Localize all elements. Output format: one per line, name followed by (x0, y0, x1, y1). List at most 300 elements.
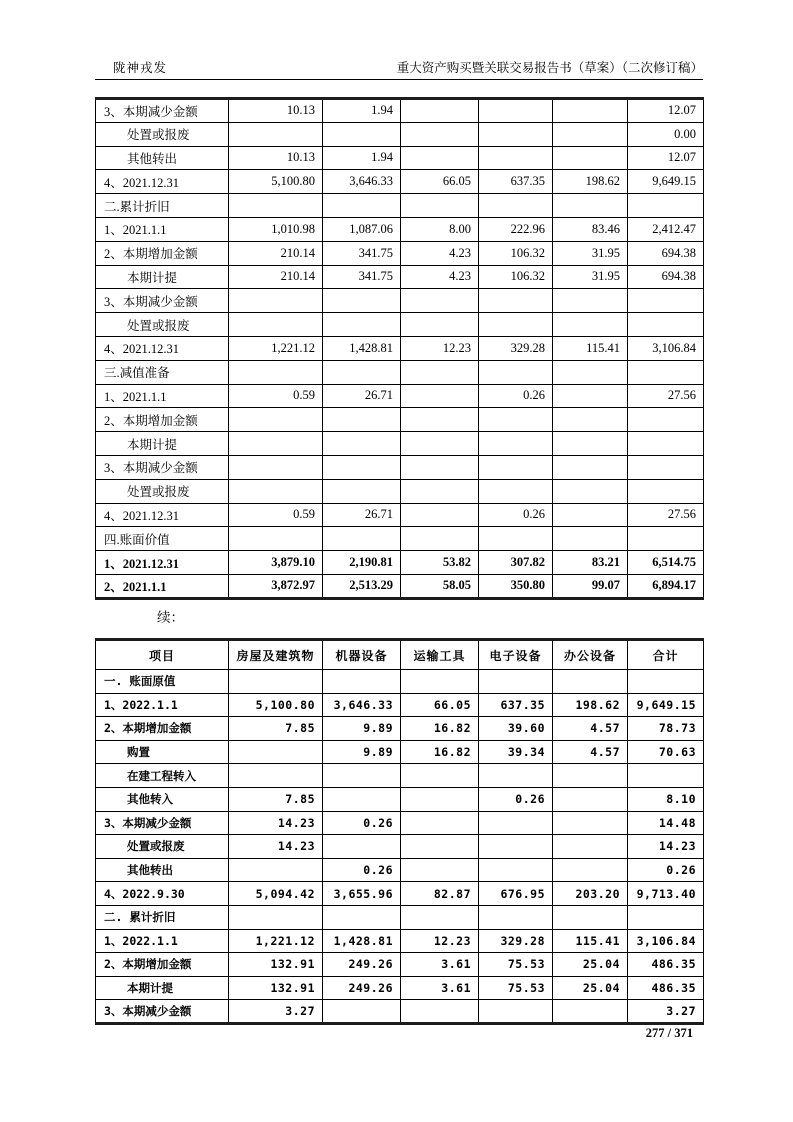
value-cell: 12.23 (401, 929, 479, 953)
value-cell (553, 360, 628, 384)
row-label: 3、本期减少金额 (96, 289, 229, 313)
value-cell: 58.05 (401, 574, 479, 598)
value-cell: 0.26 (628, 858, 704, 882)
value-cell: 4.23 (401, 265, 479, 289)
value-cell: 115.41 (553, 929, 628, 953)
value-cell (229, 764, 323, 788)
row-label: 2、本期增加金额 (96, 953, 229, 977)
value-cell (553, 289, 628, 313)
value-cell: 1.94 (323, 146, 401, 170)
row-label: 其他转入 (96, 787, 229, 811)
value-cell (553, 99, 628, 123)
row-label: 4、2021.12.31 (96, 170, 229, 194)
row-label: 2、本期增加金额 (96, 408, 229, 432)
value-cell: 7.85 (229, 787, 323, 811)
value-cell: 0.59 (229, 384, 323, 408)
value-cell: 132.91 (229, 976, 323, 1000)
value-cell (553, 787, 628, 811)
value-cell (229, 527, 323, 551)
column-header: 办公设备 (553, 640, 628, 670)
value-cell (553, 313, 628, 337)
table-row (96, 194, 704, 218)
table2-head (96, 640, 704, 670)
value-cell: 8.00 (401, 217, 479, 241)
table1-body (96, 99, 704, 599)
value-cell (323, 764, 401, 788)
value-cell (479, 1000, 553, 1024)
table-row (96, 1000, 704, 1024)
table-row (96, 384, 704, 408)
row-label: 1、2021.1.1 (96, 217, 229, 241)
value-cell (479, 858, 553, 882)
column-header: 项目 (96, 640, 229, 670)
row-label: 4、2021.12.31 (96, 336, 229, 360)
value-cell (479, 289, 553, 313)
value-cell: 9,713.40 (628, 882, 704, 906)
row-label: 2、本期增加金额 (96, 241, 229, 265)
value-cell (479, 905, 553, 929)
value-cell: 1,087.06 (323, 217, 401, 241)
value-cell: 27.56 (628, 503, 704, 527)
value-cell: 7.85 (229, 717, 323, 741)
column-header: 合计 (628, 640, 704, 670)
value-cell (229, 360, 323, 384)
row-label: 二.累计折旧 (96, 194, 229, 218)
value-cell (401, 905, 479, 929)
value-cell: 5,094.42 (229, 882, 323, 906)
value-cell: 198.62 (553, 170, 628, 194)
table-row (96, 170, 704, 194)
value-cell (401, 122, 479, 146)
value-cell (401, 194, 479, 218)
row-label: 3、本期减少金额 (96, 811, 229, 835)
table-row (96, 336, 704, 360)
value-cell: 0.26 (323, 811, 401, 835)
value-cell: 26.71 (323, 384, 401, 408)
value-cell: 203.20 (553, 882, 628, 906)
value-cell: 486.35 (628, 953, 704, 977)
value-cell (479, 479, 553, 503)
value-cell: 39.34 (479, 740, 553, 764)
value-cell: 10.13 (229, 146, 323, 170)
value-cell: 14.23 (229, 811, 323, 835)
value-cell (401, 858, 479, 882)
value-cell (401, 432, 479, 456)
value-cell (323, 122, 401, 146)
value-cell (628, 527, 704, 551)
value-cell: 66.05 (401, 693, 479, 717)
value-cell (628, 479, 704, 503)
row-label: 购置 (96, 740, 229, 764)
value-cell: 27.56 (628, 384, 704, 408)
value-cell: 1,010.98 (229, 217, 323, 241)
value-cell (553, 194, 628, 218)
row-label: 本期计提 (96, 976, 229, 1000)
row-label: 3、本期减少金额 (96, 455, 229, 479)
value-cell: 9.89 (323, 740, 401, 764)
value-cell: 8.10 (628, 787, 704, 811)
value-cell (553, 122, 628, 146)
table-row (96, 146, 704, 170)
table-row (96, 265, 704, 289)
value-cell (229, 479, 323, 503)
value-cell (479, 194, 553, 218)
value-cell (401, 408, 479, 432)
value-cell (323, 408, 401, 432)
header-report-title: 重大资产购买暨关联交易报告书（草案）（二次修订稿） (396, 61, 703, 75)
value-cell (553, 432, 628, 456)
value-cell (553, 905, 628, 929)
value-cell (401, 384, 479, 408)
table-row (96, 693, 704, 717)
fixed-assets-table-2021 (95, 97, 704, 600)
value-cell (479, 146, 553, 170)
value-cell (323, 479, 401, 503)
table-row (96, 976, 704, 1000)
value-cell: 75.53 (479, 976, 553, 1000)
value-cell: 3.27 (229, 1000, 323, 1024)
value-cell (229, 194, 323, 218)
table-row (96, 455, 704, 479)
table-row (96, 882, 704, 906)
value-cell: 676.95 (479, 882, 553, 906)
table-row (96, 122, 704, 146)
row-label: 一. 账面原值 (96, 670, 229, 694)
value-cell: 249.26 (323, 953, 401, 977)
value-cell: 486.35 (628, 976, 704, 1000)
value-cell: 210.14 (229, 265, 323, 289)
value-cell: 78.73 (628, 717, 704, 741)
value-cell (479, 432, 553, 456)
value-cell (229, 432, 323, 456)
table-header-row (96, 640, 704, 670)
row-label: 处置或报废 (96, 479, 229, 503)
row-label: 1、2021.1.1 (96, 384, 229, 408)
value-cell (323, 360, 401, 384)
value-cell: 341.75 (323, 265, 401, 289)
row-label: 1、2022.1.1 (96, 929, 229, 953)
value-cell: 0.26 (323, 858, 401, 882)
value-cell (401, 455, 479, 479)
value-cell: 14.23 (628, 835, 704, 859)
value-cell (401, 670, 479, 694)
value-cell: 132.91 (229, 953, 323, 977)
value-cell (628, 408, 704, 432)
value-cell (479, 360, 553, 384)
table-row (96, 858, 704, 882)
value-cell: 4.57 (553, 717, 628, 741)
value-cell (479, 670, 553, 694)
value-cell: 106.32 (479, 241, 553, 265)
value-cell (401, 527, 479, 551)
value-cell: 3,646.33 (323, 693, 401, 717)
table-row (96, 551, 704, 575)
value-cell: 222.96 (479, 217, 553, 241)
value-cell: 31.95 (553, 265, 628, 289)
value-cell: 9.89 (323, 717, 401, 741)
table-row (96, 574, 704, 598)
value-cell: 12.07 (628, 99, 704, 123)
value-cell (628, 194, 704, 218)
value-cell: 637.35 (479, 170, 553, 194)
value-cell (323, 670, 401, 694)
value-cell: 9,649.15 (628, 693, 704, 717)
value-cell (479, 835, 553, 859)
value-cell: 53.82 (401, 551, 479, 575)
table-row (96, 929, 704, 953)
value-cell: 6,894.17 (628, 574, 704, 598)
value-cell (628, 289, 704, 313)
value-cell (401, 313, 479, 337)
value-cell: 3,646.33 (323, 170, 401, 194)
value-cell (479, 99, 553, 123)
value-cell: 198.62 (553, 693, 628, 717)
value-cell (479, 527, 553, 551)
value-cell: 26.71 (323, 503, 401, 527)
row-label: 本期计提 (96, 265, 229, 289)
value-cell (628, 313, 704, 337)
table2-body (96, 670, 704, 1024)
value-cell: 210.14 (229, 241, 323, 265)
value-cell (229, 455, 323, 479)
row-label: 其他转出 (96, 146, 229, 170)
table-row (96, 479, 704, 503)
row-label: 三.减值准备 (96, 360, 229, 384)
value-cell (323, 905, 401, 929)
value-cell (553, 384, 628, 408)
value-cell: 5,100.80 (229, 170, 323, 194)
value-cell (553, 811, 628, 835)
value-cell: 1.94 (323, 99, 401, 123)
table-row (96, 905, 704, 929)
value-cell: 249.26 (323, 976, 401, 1000)
value-cell (553, 455, 628, 479)
row-label: 3、本期减少金额 (96, 99, 229, 123)
value-cell (628, 360, 704, 384)
value-cell: 350.80 (479, 574, 553, 598)
table-row (96, 527, 704, 551)
value-cell (401, 146, 479, 170)
value-cell: 106.32 (479, 265, 553, 289)
value-cell: 3.61 (401, 976, 479, 1000)
value-cell: 16.82 (401, 717, 479, 741)
row-label: 1、2022.1.1 (96, 693, 229, 717)
value-cell (323, 455, 401, 479)
value-cell (628, 670, 704, 694)
value-cell (401, 289, 479, 313)
value-cell: 3,879.10 (229, 551, 323, 575)
value-cell: 9,649.15 (628, 170, 704, 194)
table-row (96, 670, 704, 694)
table-row (96, 432, 704, 456)
value-cell: 3.61 (401, 953, 479, 977)
value-cell (229, 122, 323, 146)
value-cell (553, 479, 628, 503)
table-row (96, 313, 704, 337)
value-cell: 6,514.75 (628, 551, 704, 575)
value-cell (229, 289, 323, 313)
value-cell: 5,100.80 (229, 693, 323, 717)
value-cell (553, 527, 628, 551)
value-cell (479, 313, 553, 337)
fixed-assets-table-2022 (95, 638, 704, 1025)
value-cell: 14.48 (628, 811, 704, 835)
value-cell (323, 194, 401, 218)
value-cell (628, 455, 704, 479)
value-cell: 70.63 (628, 740, 704, 764)
value-cell: 0.00 (628, 122, 704, 146)
value-cell: 2,190.81 (323, 551, 401, 575)
value-cell: 694.38 (628, 241, 704, 265)
value-cell (229, 670, 323, 694)
value-cell: 3,872.97 (229, 574, 323, 598)
row-label: 在建工程转入 (96, 764, 229, 788)
value-cell: 99.07 (553, 574, 628, 598)
value-cell (229, 740, 323, 764)
value-cell (401, 787, 479, 811)
row-label: 二. 累计折旧 (96, 905, 229, 929)
table-row (96, 717, 704, 741)
value-cell (553, 408, 628, 432)
value-cell (401, 1000, 479, 1024)
page-number: 277 / 371 (645, 1026, 693, 1040)
row-label: 4、2021.12.31 (96, 503, 229, 527)
row-label: 4、2022.9.30 (96, 882, 229, 906)
value-cell: 341.75 (323, 241, 401, 265)
value-cell: 0.26 (479, 503, 553, 527)
value-cell: 1,428.81 (323, 929, 401, 953)
value-cell: 82.87 (401, 882, 479, 906)
value-cell: 12.23 (401, 336, 479, 360)
value-cell (401, 360, 479, 384)
value-cell: 694.38 (628, 265, 704, 289)
value-cell: 10.13 (229, 99, 323, 123)
value-cell (553, 503, 628, 527)
table-row (96, 217, 704, 241)
value-cell (323, 432, 401, 456)
row-label: 四.账面价值 (96, 527, 229, 551)
value-cell (401, 503, 479, 527)
value-cell (628, 905, 704, 929)
value-cell: 16.82 (401, 740, 479, 764)
value-cell: 637.35 (479, 693, 553, 717)
value-cell (553, 764, 628, 788)
value-cell: 0.26 (479, 787, 553, 811)
column-header: 运输工具 (401, 640, 479, 670)
row-label: 处置或报废 (96, 835, 229, 859)
value-cell (479, 408, 553, 432)
value-cell (323, 1000, 401, 1024)
value-cell (401, 835, 479, 859)
value-cell (553, 835, 628, 859)
value-cell: 1,221.12 (229, 929, 323, 953)
value-cell: 83.21 (553, 551, 628, 575)
value-cell: 3,106.84 (628, 336, 704, 360)
row-label: 本期计提 (96, 432, 229, 456)
value-cell (479, 811, 553, 835)
table-row (96, 740, 704, 764)
row-label: 其他转出 (96, 858, 229, 882)
row-label: 处置或报废 (96, 122, 229, 146)
value-cell (323, 527, 401, 551)
value-cell: 3,106.84 (628, 929, 704, 953)
value-cell (229, 905, 323, 929)
value-cell: 4.57 (553, 740, 628, 764)
value-cell (553, 1000, 628, 1024)
value-cell: 31.95 (553, 241, 628, 265)
value-cell (628, 764, 704, 788)
value-cell (229, 408, 323, 432)
value-cell: 25.04 (553, 976, 628, 1000)
table-row (96, 289, 704, 313)
value-cell (401, 811, 479, 835)
row-label: 1、2021.12.31 (96, 551, 229, 575)
continuation-label: 续： (157, 610, 184, 625)
value-cell: 83.46 (553, 217, 628, 241)
value-cell (401, 764, 479, 788)
table-row (96, 953, 704, 977)
value-cell (323, 835, 401, 859)
value-cell: 4.23 (401, 241, 479, 265)
value-cell (229, 858, 323, 882)
value-cell (628, 432, 704, 456)
value-cell: 329.28 (479, 929, 553, 953)
value-cell (401, 99, 479, 123)
value-cell: 12.07 (628, 146, 704, 170)
page-header (95, 55, 703, 80)
value-cell: 75.53 (479, 953, 553, 977)
value-cell (229, 313, 323, 337)
value-cell: 66.05 (401, 170, 479, 194)
table-row (96, 360, 704, 384)
value-cell (479, 122, 553, 146)
value-cell (479, 764, 553, 788)
value-cell: 2,412.47 (628, 217, 704, 241)
row-label: 3、本期减少金额 (96, 1000, 229, 1024)
value-cell: 3,655.96 (323, 882, 401, 906)
value-cell: 1,221.12 (229, 336, 323, 360)
table-row (96, 503, 704, 527)
value-cell: 115.41 (553, 336, 628, 360)
table-row (96, 241, 704, 265)
value-cell: 329.28 (479, 336, 553, 360)
value-cell: 0.59 (229, 503, 323, 527)
value-cell (553, 670, 628, 694)
value-cell (401, 479, 479, 503)
column-header: 房屋及建筑物 (229, 640, 323, 670)
table-row (96, 99, 704, 123)
value-cell (553, 146, 628, 170)
row-label: 处置或报废 (96, 313, 229, 337)
table-row (96, 408, 704, 432)
value-cell: 39.60 (479, 717, 553, 741)
value-cell (323, 313, 401, 337)
header-company-name: 陇神戎发 (113, 61, 168, 75)
table-row (96, 787, 704, 811)
column-header: 电子设备 (479, 640, 553, 670)
value-cell: 0.26 (479, 384, 553, 408)
value-cell: 2,513.29 (323, 574, 401, 598)
value-cell: 307.82 (479, 551, 553, 575)
value-cell: 1,428.81 (323, 336, 401, 360)
row-label: 2、2021.1.1 (96, 574, 229, 598)
table-row (96, 764, 704, 788)
value-cell: 25.04 (553, 953, 628, 977)
table-row (96, 835, 704, 859)
value-cell (479, 455, 553, 479)
row-label: 2、本期增加金额 (96, 717, 229, 741)
table-row (96, 811, 704, 835)
